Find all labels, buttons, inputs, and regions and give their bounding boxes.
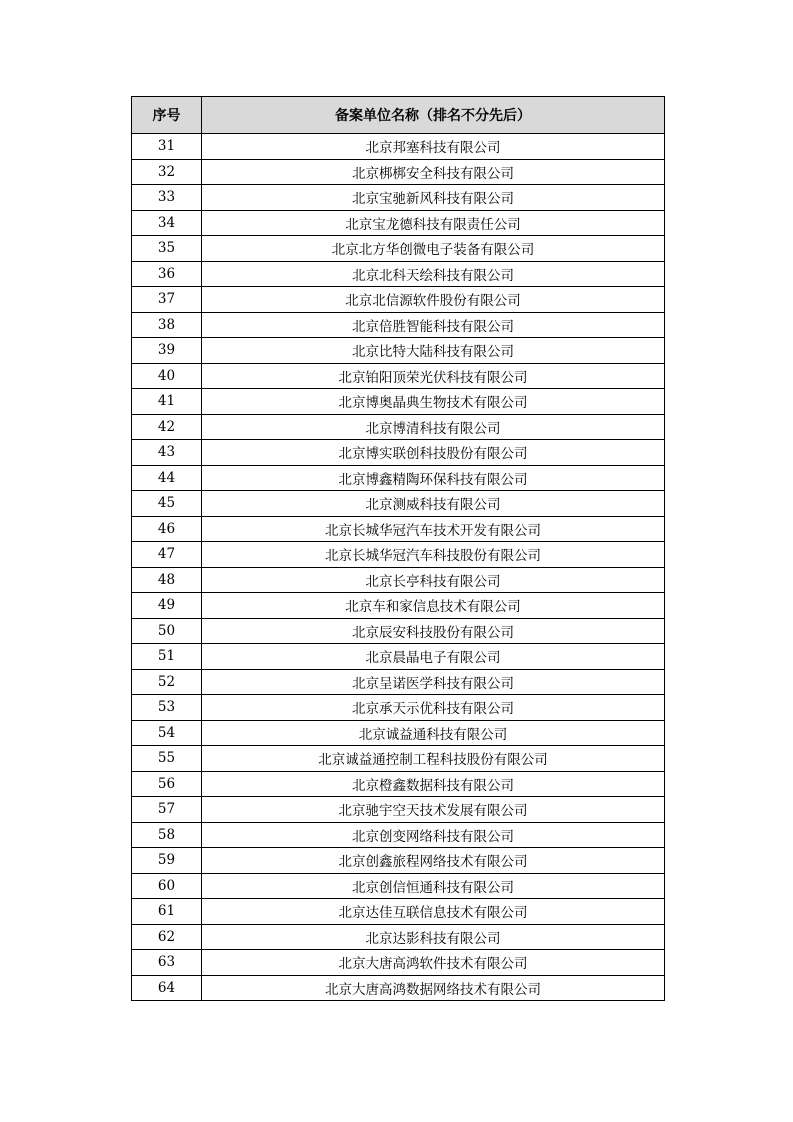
row-number-cell: 42 bbox=[132, 414, 202, 440]
company-name-cell: 北京铂阳顶荣光伏科技有限公司 bbox=[202, 363, 665, 389]
table-body bbox=[132, 134, 665, 1001]
company-name-cell: 北京创信恒通科技有限公司 bbox=[202, 873, 665, 899]
column-header-number: 序号 bbox=[132, 97, 202, 134]
row-number-cell: 32 bbox=[132, 159, 202, 185]
row-number-cell: 44 bbox=[132, 465, 202, 491]
table-row bbox=[132, 695, 665, 721]
row-number-cell: 37 bbox=[132, 287, 202, 313]
row-number-cell: 59 bbox=[132, 848, 202, 874]
row-number-cell: 46 bbox=[132, 516, 202, 542]
row-number-cell: 63 bbox=[132, 950, 202, 976]
company-name-cell: 北京北科天绘科技有限公司 bbox=[202, 261, 665, 287]
row-number-cell: 50 bbox=[132, 618, 202, 644]
table-row bbox=[132, 363, 665, 389]
table-row bbox=[132, 261, 665, 287]
row-number-cell: 31 bbox=[132, 134, 202, 160]
company-name-cell: 北京达影科技有限公司 bbox=[202, 924, 665, 950]
table-row bbox=[132, 746, 665, 772]
row-number-cell: 61 bbox=[132, 899, 202, 925]
row-number-cell: 55 bbox=[132, 746, 202, 772]
company-name-cell: 北京诚益通科技有限公司 bbox=[202, 720, 665, 746]
company-name-cell: 北京倍胜智能科技有限公司 bbox=[202, 312, 665, 338]
company-name-cell: 北京创鑫旅程网络技术有限公司 bbox=[202, 848, 665, 874]
company-name-cell: 北京宝驰新风科技有限公司 bbox=[202, 185, 665, 211]
table-row bbox=[132, 389, 665, 415]
table-row bbox=[132, 797, 665, 823]
company-name-cell: 北京橙鑫数据科技有限公司 bbox=[202, 771, 665, 797]
row-number-cell: 36 bbox=[132, 261, 202, 287]
row-number-cell: 62 bbox=[132, 924, 202, 950]
table-row bbox=[132, 134, 665, 160]
company-name-cell: 北京宝龙德科技有限责任公司 bbox=[202, 210, 665, 236]
table-row bbox=[132, 210, 665, 236]
row-number-cell: 40 bbox=[132, 363, 202, 389]
table-row bbox=[132, 236, 665, 262]
table-row bbox=[132, 516, 665, 542]
company-name-cell: 北京大唐高鸿软件技术有限公司 bbox=[202, 950, 665, 976]
company-name-cell: 北京达佳互联信息技术有限公司 bbox=[202, 899, 665, 925]
table-row bbox=[132, 465, 665, 491]
table-row bbox=[132, 567, 665, 593]
row-number-cell: 56 bbox=[132, 771, 202, 797]
row-number-cell: 49 bbox=[132, 593, 202, 619]
row-number-cell: 38 bbox=[132, 312, 202, 338]
table-row bbox=[132, 287, 665, 313]
row-number-cell: 60 bbox=[132, 873, 202, 899]
company-name-cell: 北京承天示优科技有限公司 bbox=[202, 695, 665, 721]
table-row bbox=[132, 822, 665, 848]
row-number-cell: 57 bbox=[132, 797, 202, 823]
registration-table bbox=[131, 96, 665, 1001]
row-number-cell: 58 bbox=[132, 822, 202, 848]
table-row bbox=[132, 950, 665, 976]
company-name-cell: 北京比特大陆科技有限公司 bbox=[202, 338, 665, 364]
table-row bbox=[132, 848, 665, 874]
table-row bbox=[132, 644, 665, 670]
company-name-cell: 北京长亭科技有限公司 bbox=[202, 567, 665, 593]
company-name-cell: 北京博清科技有限公司 bbox=[202, 414, 665, 440]
row-number-cell: 53 bbox=[132, 695, 202, 721]
table-row bbox=[132, 542, 665, 568]
company-name-cell: 北京创变网络科技有限公司 bbox=[202, 822, 665, 848]
table-row bbox=[132, 873, 665, 899]
column-header-company-name: 备案单位名称（排名不分先后） bbox=[202, 97, 665, 134]
table-header-row bbox=[132, 97, 665, 134]
table-row bbox=[132, 312, 665, 338]
company-name-cell: 北京车和家信息技术有限公司 bbox=[202, 593, 665, 619]
row-number-cell: 35 bbox=[132, 236, 202, 262]
company-name-cell: 北京博奥晶典生物技术有限公司 bbox=[202, 389, 665, 415]
table-row bbox=[132, 491, 665, 517]
company-name-cell: 北京长城华冠汽车科技股份有限公司 bbox=[202, 542, 665, 568]
company-name-cell: 北京晨晶电子有限公司 bbox=[202, 644, 665, 670]
table-row bbox=[132, 924, 665, 950]
row-number-cell: 33 bbox=[132, 185, 202, 211]
row-number-cell: 45 bbox=[132, 491, 202, 517]
row-number-cell: 51 bbox=[132, 644, 202, 670]
company-name-cell: 北京辰安科技股份有限公司 bbox=[202, 618, 665, 644]
company-name-cell: 北京诚益通控制工程科技股份有限公司 bbox=[202, 746, 665, 772]
table-row bbox=[132, 771, 665, 797]
table-row bbox=[132, 593, 665, 619]
company-name-cell: 北京驰宇空天技术发展有限公司 bbox=[202, 797, 665, 823]
company-name-cell: 北京大唐高鸿数据网络技术有限公司 bbox=[202, 975, 665, 1001]
row-number-cell: 41 bbox=[132, 389, 202, 415]
table-row bbox=[132, 720, 665, 746]
company-name-cell: 北京博鑫精陶环保科技有限公司 bbox=[202, 465, 665, 491]
table-row bbox=[132, 899, 665, 925]
table-row bbox=[132, 159, 665, 185]
row-number-cell: 34 bbox=[132, 210, 202, 236]
table-row bbox=[132, 338, 665, 364]
company-name-cell: 北京北方华创微电子装备有限公司 bbox=[202, 236, 665, 262]
company-name-cell: 北京呈诺医学科技有限公司 bbox=[202, 669, 665, 695]
row-number-cell: 39 bbox=[132, 338, 202, 364]
company-name-cell: 北京长城华冠汽车技术开发有限公司 bbox=[202, 516, 665, 542]
company-name-cell: 北京博实联创科技股份有限公司 bbox=[202, 440, 665, 466]
table-row bbox=[132, 618, 665, 644]
table-row bbox=[132, 414, 665, 440]
company-name-cell: 北京北信源软件股份有限公司 bbox=[202, 287, 665, 313]
row-number-cell: 52 bbox=[132, 669, 202, 695]
company-name-cell: 北京邦塞科技有限公司 bbox=[202, 134, 665, 160]
row-number-cell: 64 bbox=[132, 975, 202, 1001]
row-number-cell: 47 bbox=[132, 542, 202, 568]
table-row bbox=[132, 669, 665, 695]
row-number-cell: 43 bbox=[132, 440, 202, 466]
row-number-cell: 48 bbox=[132, 567, 202, 593]
table-row bbox=[132, 975, 665, 1001]
row-number-cell: 54 bbox=[132, 720, 202, 746]
table-row bbox=[132, 440, 665, 466]
company-name-cell: 北京梆梆安全科技有限公司 bbox=[202, 159, 665, 185]
company-name-cell: 北京测威科技有限公司 bbox=[202, 491, 665, 517]
table-row bbox=[132, 185, 665, 211]
